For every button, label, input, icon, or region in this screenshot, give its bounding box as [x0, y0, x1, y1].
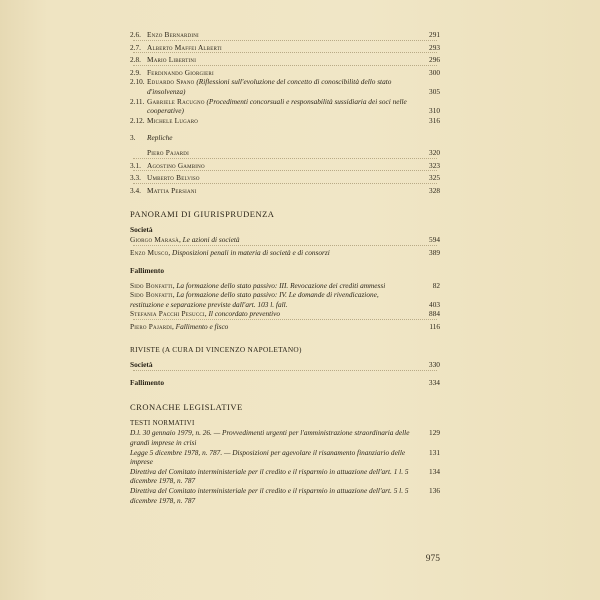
- entry-title: (Procedimenti concorsuali e responsabilità sussidiaria dei soci nelle cooperative): [147, 96, 407, 116]
- entry-page: 325: [429, 173, 440, 183]
- entry-page: 316: [429, 115, 440, 125]
- entry-number: 3.3.: [130, 173, 141, 183]
- divider: [133, 40, 437, 41]
- entry-author: Mario Libertini: [147, 55, 197, 65]
- entry-author: Michele Lugaro: [147, 115, 199, 125]
- entry-page: 129: [429, 428, 440, 438]
- toc-entry: [130, 378, 440, 388]
- entry-author: Piero Pajardi: [130, 321, 172, 331]
- section-2-list: [130, 30, 440, 125]
- entry-number: 2.6.: [130, 30, 141, 39]
- toc-entry: Sido Bonfatti, La formazione dello stato passivo: IV. Le domande di rivendicazione, restituzione e separazione previste dall'art. 103 l. fall. 403: [130, 290, 440, 309]
- subsection-label: TESTI NORMATIVI: [130, 419, 195, 428]
- entry-number: 2.10.: [130, 77, 145, 87]
- entry-author: Mattia Persiani: [147, 185, 197, 195]
- entry-page: 323: [429, 160, 440, 170]
- entry-title: (Riflessioni sull'evoluzione del concetto di conoscibilità dello stato d'insolvenza): [147, 77, 392, 96]
- repliche-section: [130, 133, 440, 195]
- entry-author: Gabriele Racugno: [147, 96, 205, 106]
- section-heading: CRONACHE LEGISLATIVE: [130, 402, 243, 413]
- entry-title: Le azioni di società: [182, 235, 240, 245]
- entry-page: 136: [429, 486, 440, 496]
- entry-page: 310: [429, 106, 440, 116]
- toc-entry: [130, 448, 440, 467]
- divider: [133, 183, 437, 184]
- cronache-section: [130, 402, 440, 505]
- entry-title: Direttiva del Comitato interministeriale per il credito e il risparmio in attuazione dell'art. 5 l. 5 dicembre 1978, n. 787: [130, 486, 409, 505]
- toc-entry: [130, 68, 440, 78]
- toc-entry: [130, 77, 440, 96]
- panorami-section: [130, 209, 440, 331]
- entry-page: 305: [429, 86, 440, 96]
- toc-entry: [130, 360, 440, 370]
- entry-author: Alberto Maffei Alberti: [147, 42, 222, 52]
- entry-title: D.l. 30 gennaio 1979, n. 26. — Provvedimenti urgenti per l'amministrazione straordinaria delle grandi imprese in crisi: [130, 428, 410, 448]
- entry-author: Enzo Musco: [130, 247, 169, 257]
- toc-entry: Giorgo Marasà, Le azioni di società 594: [130, 235, 440, 245]
- entry-title: Fallimento e fisco: [175, 321, 229, 331]
- toc-entry: [130, 186, 440, 196]
- toc-entry: Stefania Pacchi Pesucci, Il concordato preventivo 884: [130, 309, 440, 319]
- entry-page: 296: [429, 55, 440, 65]
- section-heading: RIVISTE (A CURA DI VINCENZO NAPOLETANO): [130, 345, 302, 355]
- divider: [133, 245, 437, 246]
- entry-title: La formazione dello stato passivo: III. Revocazione dei crediti ammessi: [176, 280, 386, 290]
- entry-author: Sido Bonfatti: [130, 290, 173, 300]
- toc-entry: [130, 161, 440, 171]
- divider: [133, 319, 437, 320]
- subsection-label: Fallimento: [130, 265, 165, 275]
- toc-entry: Sido Bonfatti, La formazione dello stato passivo: III. Revocazione dei crediti ammessi 82: [130, 280, 440, 290]
- page-number: 975: [425, 554, 440, 564]
- toc-entry: [130, 30, 440, 40]
- entry-author: Piero Pajardi: [147, 147, 189, 157]
- toc-entry: [130, 55, 440, 65]
- toc-entry: [130, 43, 440, 53]
- toc-entry: [130, 428, 440, 447]
- entry-number: 2.8.: [130, 55, 141, 65]
- entry-page: 293: [429, 42, 440, 52]
- entry-author: Ferdinando Giorgieri: [147, 67, 214, 77]
- entry-number: 2.11.: [130, 96, 145, 106]
- entry-author: Agostino Gambino: [147, 160, 205, 170]
- entry-title: Legge 5 dicembre 1978, n. 787. — Disposizioni per agevolare il risanamento finanziario delle imprese: [130, 447, 406, 467]
- entry-label: Fallimento: [130, 378, 165, 388]
- divider: [133, 370, 437, 371]
- entry-number: 2.7.: [130, 42, 141, 52]
- entry-number: 3.4.: [130, 185, 141, 195]
- entry-page: 116: [429, 321, 440, 331]
- table-of-contents: [130, 30, 440, 505]
- entry-title: Direttiva del Comitato interministeriale per il credito e il risparmio in attuazione dell'art. 1 l. 5 dicembre 1978, n. 787: [130, 466, 409, 486]
- section-heading: PANORAMI DI GIURISPRUDENZA: [130, 209, 275, 220]
- divider: [133, 158, 437, 159]
- divider: [133, 170, 437, 171]
- entry-author: Eduardo Spano: [147, 77, 195, 87]
- section-title: Repliche: [147, 133, 173, 143]
- entry-author: Stefania Pacchi Pesucci: [130, 309, 205, 319]
- entry-number: 2.9.: [130, 67, 141, 77]
- entry-title: La formazione dello stato passivo: IV. Le domande di rivendicazione, restituzione e separazione previste dall'art. 103 l. fall.: [130, 290, 379, 309]
- entry-page: 334: [428, 378, 440, 388]
- entry-page: 328: [429, 185, 440, 195]
- section-number: 3.: [130, 133, 136, 143]
- entry-page: 330: [428, 360, 440, 370]
- toc-entry: [130, 467, 440, 486]
- entry-label: Società: [130, 360, 153, 370]
- repliche-heading: [130, 133, 440, 143]
- toc-entry: Piero Pajardi, Fallimento e fisco 116: [130, 321, 440, 331]
- entry-page: 300: [429, 67, 440, 77]
- entry-title: Disposizioni penali in materia di società e di consorzi: [172, 247, 330, 257]
- entry-author: Giorgo Marasà: [130, 235, 179, 245]
- toc-entry: [130, 116, 440, 126]
- toc-entry: [130, 486, 440, 505]
- entry-title: Il concordato preventivo: [208, 309, 281, 319]
- divider: [133, 52, 437, 53]
- entry-page: 403: [429, 299, 440, 309]
- divider: [133, 65, 437, 66]
- entry-author: Sido Bonfatti: [130, 280, 173, 290]
- entry-page: 131: [429, 447, 440, 457]
- entry-number: [130, 148, 147, 158]
- entry-page: 389: [429, 247, 440, 257]
- toc-entry: Enzo Musco, Disposizioni penali in materia di società e di consorzi 389: [130, 247, 440, 257]
- entry-page: 82: [432, 280, 440, 290]
- entry-page: 134: [429, 466, 440, 476]
- entry-page: 594: [429, 235, 440, 245]
- toc-entry: [130, 173, 440, 183]
- entry-page: 320: [429, 147, 440, 157]
- subsection-label: Società: [130, 225, 153, 235]
- entry-author: Umberto Belviso: [147, 173, 200, 183]
- entry-number: 2.12.: [130, 115, 145, 125]
- entry-author: Enzo Bernardini: [147, 30, 199, 39]
- toc-entry: [130, 97, 440, 116]
- entry-page: 884: [429, 309, 440, 319]
- entry-page: 291: [429, 30, 440, 39]
- toc-entry: [130, 148, 440, 158]
- entry-number: 3.1.: [130, 160, 141, 170]
- riviste-section: [130, 345, 440, 388]
